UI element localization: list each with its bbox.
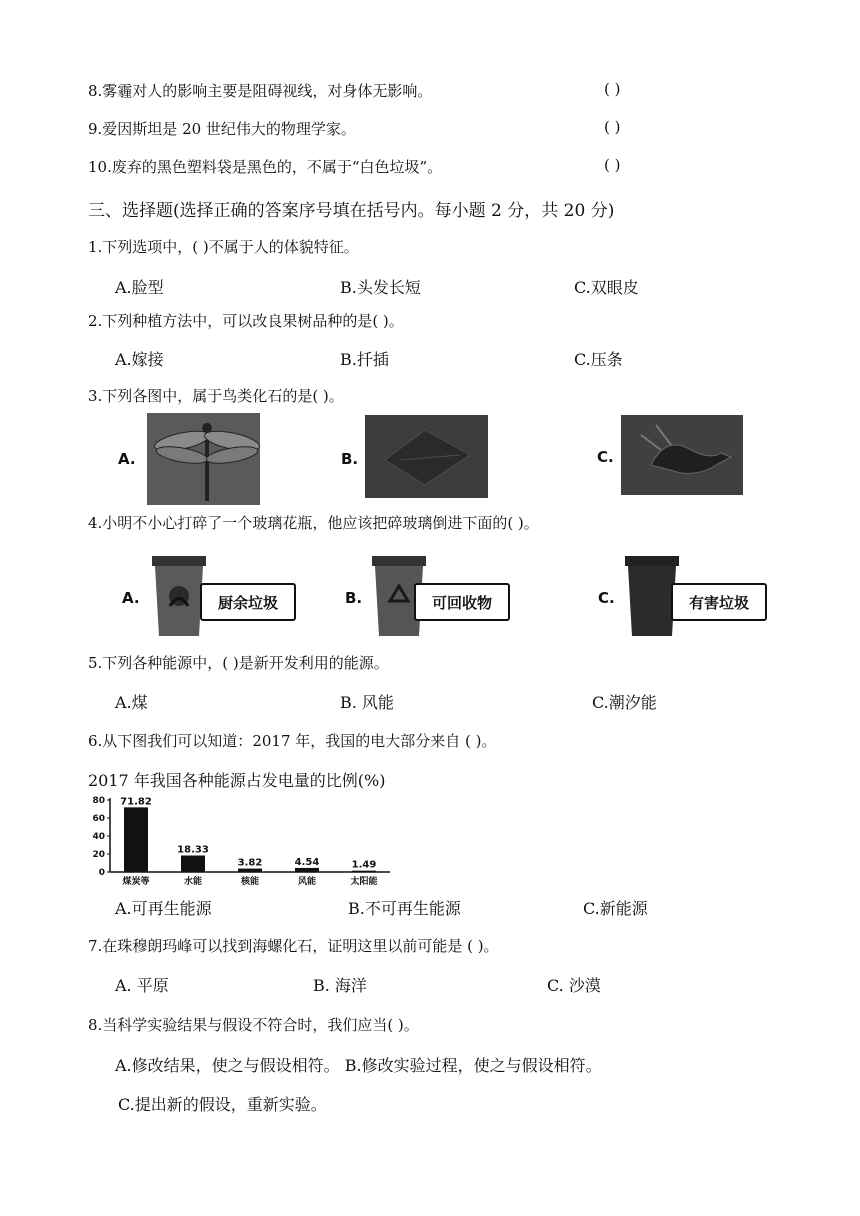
x-tick-label: 水能 — [183, 877, 203, 887]
bin-label-hazardous: 有害垃圾 — [671, 583, 767, 621]
fish-fossil-image — [365, 415, 488, 498]
y-tick-label: 80 — [92, 796, 105, 806]
q1-option-b: B.头发长短 — [340, 278, 421, 297]
x-tick-label: 太阳能 — [350, 877, 378, 887]
answer-paren: ( ) — [604, 156, 621, 174]
tf-item-8: 8.雾霾对人的影响主要是阻碍视线，对身体无影响。 — [88, 82, 433, 100]
q6-option-c: C.新能源 — [583, 899, 648, 918]
data-label: 1.49 — [351, 859, 377, 871]
answer-paren: ( ) — [604, 118, 621, 136]
q7-option-a: A. 平原 — [115, 976, 169, 995]
question-6-stem: 6.从下图我们可以知道：2017 年，我国的电大部分来自 ( )。 — [88, 732, 497, 750]
q2-option-a: A.嫁接 — [115, 350, 164, 369]
question-1-stem: 1.下列选项中，( )不属于人的体貌特征。 — [88, 238, 359, 256]
answer-paren: ( ) — [604, 80, 621, 98]
bin-label-recyclable: 可回收物 — [414, 583, 510, 621]
chart-title: 2017 年我国各种能源占发电量的比例(%) — [88, 771, 386, 790]
q8-options-ab: A.修改结果，使之与假设相符。 B.修改实验过程，使之与假设相符。 — [115, 1056, 602, 1075]
x-tick-label: 煤炭等 — [122, 877, 150, 887]
y-tick-label: 60 — [92, 814, 105, 824]
data-label: 18.33 — [177, 844, 209, 856]
bar — [124, 807, 148, 872]
data-label: 4.54 — [294, 856, 320, 868]
tf-item-10: 10.废弃的黑色塑料袋是黑色的，不属于“白色垃圾”。 — [88, 158, 443, 176]
q6-option-b: B.不可再生能源 — [348, 899, 461, 918]
q3-option-b: B. — [341, 450, 359, 468]
q1-option-a: A.脸型 — [115, 278, 164, 297]
question-2-stem: 2.下列种植方法中，可以改良果树品种的是( )。 — [88, 312, 404, 330]
section-title: 三、选择题(选择正确的答案序号填在括号内。每小题 2 分，共 20 分) — [88, 201, 615, 221]
q3-option-c: C. — [597, 448, 614, 466]
q5-option-a: A.煤 — [115, 693, 148, 712]
q3-option-a: A. — [118, 450, 136, 468]
y-tick-label: 0 — [98, 868, 105, 878]
q1-option-c: C.双眼皮 — [574, 278, 639, 297]
bin-label-kitchen-waste: 厨余垃圾 — [200, 583, 296, 621]
y-tick-label: 40 — [92, 832, 105, 842]
q8-option-c: C.提出新的假设，重新实验。 — [118, 1095, 327, 1114]
y-tick-label: 20 — [92, 850, 105, 860]
q4-option-b: B. — [345, 589, 363, 607]
bird-fossil-image — [621, 415, 743, 495]
data-label: 3.82 — [237, 857, 263, 869]
data-label: 71.82 — [120, 796, 152, 808]
x-tick-label: 核能 — [240, 877, 260, 887]
bar — [238, 869, 262, 872]
q5-option-b: B. 风能 — [340, 693, 394, 712]
bar — [352, 871, 376, 872]
question-7-stem: 7.在珠穆朗玛峰可以找到海螺化石，证明这里以前可能是 ( )。 — [88, 937, 499, 955]
x-tick-label: 风能 — [297, 877, 317, 887]
tf-item-9: 9.爱因斯坦是 20 世纪伟大的物理学家。 — [88, 120, 356, 138]
q2-option-b: B.扦插 — [340, 350, 389, 369]
question-8-stem: 8.当科学实验结果与假设不符合时，我们应当( )。 — [88, 1016, 419, 1034]
bar — [181, 856, 205, 872]
q4-option-c: C. — [598, 589, 615, 607]
question-4-stem: 4.小明不小心打碎了一个玻璃花瓶，他应该把碎玻璃倒进下面的( )。 — [88, 514, 539, 532]
q5-option-c: C.潮汐能 — [592, 693, 657, 712]
q4-option-a: A. — [122, 589, 140, 607]
q2-option-c: C.压条 — [574, 350, 623, 369]
bar — [295, 868, 319, 872]
question-3-stem: 3.下列各图中，属于鸟类化石的是( )。 — [88, 387, 344, 405]
q7-option-b: B. 海洋 — [313, 976, 367, 995]
dragonfly-fossil-image — [147, 413, 260, 505]
energy-bar-chart — [88, 790, 398, 890]
question-5-stem: 5.下列各种能源中，( )是新开发利用的能源。 — [88, 654, 389, 672]
q6-option-a: A.可再生能源 — [115, 899, 212, 918]
q7-option-c: C. 沙漠 — [547, 976, 601, 995]
